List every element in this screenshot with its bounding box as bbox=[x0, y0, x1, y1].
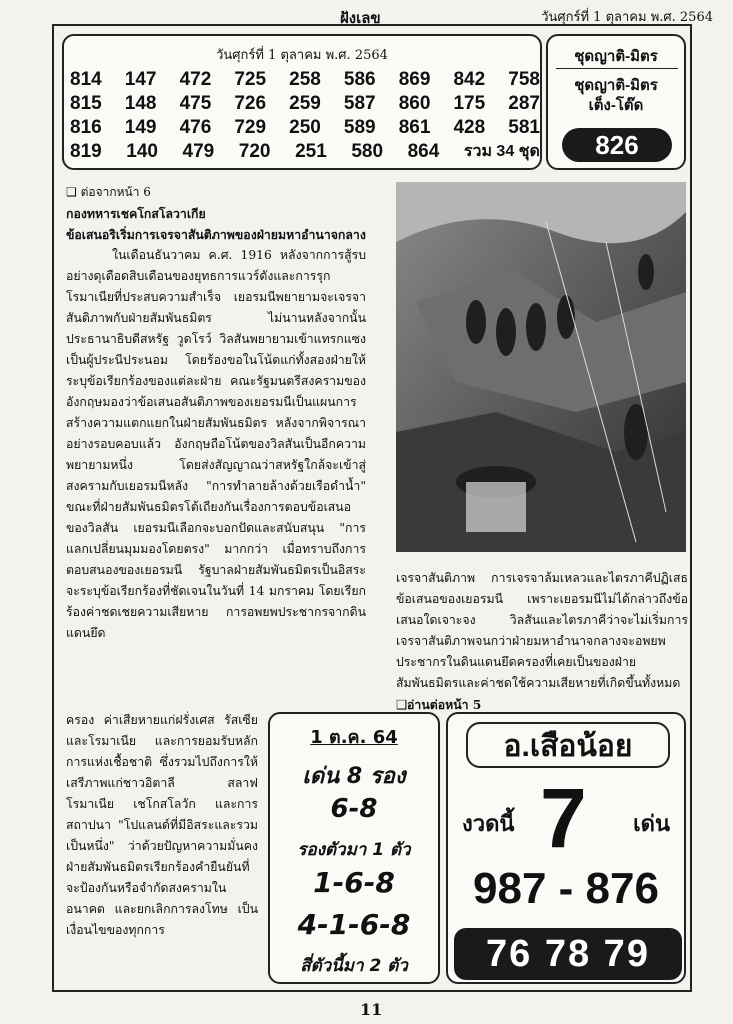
article-right-column bbox=[396, 568, 688, 716]
number-cell: 586 bbox=[343, 69, 376, 90]
number-cell: 475 bbox=[179, 93, 212, 114]
number-cell: 758 bbox=[508, 69, 540, 90]
author-name: อ.เสือน้อย bbox=[466, 722, 670, 768]
number-cell: 476 bbox=[179, 117, 212, 138]
lucky-line1: เด่น 8 รอง bbox=[302, 764, 406, 789]
number-cell: 819 bbox=[70, 141, 102, 162]
soldiers-climbing-image bbox=[396, 182, 686, 552]
war-photo bbox=[396, 182, 686, 552]
lucky-line5: 4-1-6-8 bbox=[297, 908, 411, 941]
numbers-row bbox=[70, 68, 540, 92]
number-pair: 987 - 876 bbox=[473, 864, 659, 913]
number-cell: 428 bbox=[453, 117, 486, 138]
number-cell: 581 bbox=[508, 117, 540, 138]
checkbox-icon: ❑ bbox=[396, 698, 408, 712]
number-cell: 815 bbox=[70, 93, 102, 114]
number-cell: 726 bbox=[234, 93, 267, 114]
page-number: 11 bbox=[360, 1000, 383, 1019]
number-cell: 258 bbox=[289, 69, 321, 90]
number-cell: 472 bbox=[179, 69, 212, 90]
numbers-row bbox=[70, 92, 540, 116]
lucky-line3: รองตัวมา 1 ตัว bbox=[297, 840, 411, 860]
number-cell: 861 bbox=[398, 117, 431, 138]
number-cell: 860 bbox=[398, 93, 431, 114]
headline-1: กองทหารเชคโกสโลวาเกีย bbox=[66, 206, 206, 221]
digit-row bbox=[448, 771, 684, 866]
number-cell: 149 bbox=[124, 117, 157, 138]
side-number-pill: 826 bbox=[562, 128, 672, 162]
numbers-grid bbox=[70, 68, 540, 164]
number-cell: 725 bbox=[234, 69, 267, 90]
numbers-row bbox=[70, 140, 540, 164]
continued-text: ต่อจากหน้า 6 bbox=[80, 185, 151, 199]
number-cell: 147 bbox=[124, 69, 157, 90]
numbers-date: วันศุกร์ที่ 1 ตุลาคม พ.ศ. 2564 bbox=[216, 48, 388, 63]
continued-label bbox=[66, 182, 366, 203]
side-sub2: เต็ง-โต๊ด bbox=[588, 97, 644, 114]
numbers-row bbox=[70, 116, 540, 140]
number-cell: 148 bbox=[124, 93, 157, 114]
side-subtitle bbox=[548, 76, 684, 116]
headline-2: ข้อเสนอริเริ่มการเจรจาสันติภาพของฝ่ายมหาอำนาจกลาง bbox=[66, 227, 366, 242]
number-cell: 250 bbox=[289, 117, 321, 138]
side-sub1: ชุดญาติ-มิตร bbox=[574, 77, 658, 94]
lucky-line4: 1-6-8 bbox=[313, 866, 395, 899]
header-name: ฝังเลข bbox=[340, 9, 381, 27]
number-cell: 720 bbox=[238, 141, 271, 162]
divider bbox=[556, 68, 678, 69]
number-cell: 814 bbox=[70, 69, 102, 90]
prediction-box bbox=[446, 712, 686, 984]
number-cell: 729 bbox=[234, 117, 267, 138]
number-cell: 140 bbox=[126, 141, 158, 162]
right-label: เด่น bbox=[633, 811, 670, 836]
lucky-line2: 6-8 bbox=[330, 794, 378, 824]
number-cell: 287 bbox=[508, 93, 540, 114]
number-cell: 589 bbox=[343, 117, 376, 138]
number-cell: 175 bbox=[453, 93, 486, 114]
number-cell: 580 bbox=[351, 141, 384, 162]
article-body: ในเดือนธันวาคม ค.ศ. 1916 หลังจากการสู้รบอย่างดุเดือดสิบเดือนของยุทธการแวร์ดังและการรุกโรมาเนียที่ประสบความสำเร็จ เยอรมนีพยายามจะเจรจาสันติภาพกับฝ่ายสัมพันธมิตร ไม่นานหลังจากนั้น ประธานาธิบดีสหรัฐ วูดโรว์ วิลสันพยายามเข้าแทรกแซงเป็นผู้ประนีประนอม โดยร้องขอในโน้ตแก่ทั้งสองฝ่ายให้ระบุข้อเรียกร้องของแต่ละฝ่าย คณะรัฐมนตรีสงครามของอังกฤษมองว่าข้อเสนอสันติภาพของเยอรมนีเป็นแผนการสร้างความแตกแยกในฝ่ายสัมพันธมิตร หลังจากพิจารณาอย่างรอบคอบแล้ว อังกฤษถือโน้ตของวิลสันเป็นอีกความพยายามหนึ่ง โดยส่งสัญญาณว่าสหรัฐใกล้จะเข้าสู่สงครามกับเยอรมนีหลัง "การทำลายล้างด้วยเรือดำน้ำ" ขณะที่ฝ่ายสัมพันธมิตรโต้เถียงกันเรื่องการตอบข้อเสนอของวิลสัน เยอรมนีเลือกจะบอกปัดและสนับสนุน "การแลกเปลี่ยนมุมมองโดยตรง" มากกว่า เมื่อทราบถึงการตอบสนองของเยอรมนี รัฐบาลฝ่ายสัมพันธมิตรเป็นอิสระจะระบุข้อเรียกร้องที่ชัดเจนในวันที่ 14 มกราคม โดยเรียกร้องค่าชดเชยความเสียหาย การอพยพประชากรจากดินแดนยึด bbox=[66, 248, 366, 640]
number-cell: 816 bbox=[70, 117, 102, 138]
lucky-date: 1 ต.ค. 64 bbox=[310, 727, 398, 748]
article-lower-left: ครอง ค่าเสียหายแก่ฝรั่งเศส รัสเซีย และโรมาเนีย และการยอมรับหลักการแห่งเชื้อชาติ ซึ่งรวมไปถึงการให้เสรีภาพแก่ชาวอิตาลี สลาฟ โรมาเนีย เชโกสโลวัก และการสถาปนา "โปแลนด์ที่มีอิสระและรวมเป็นหนึ่ง" ว่าด้วยปัญหาความมั่นคง ฝ่ายสัมพันธมิตรเรียกร้องคำยืนยันที่จะป้องกันหรือจำกัดสงครามในอนาคต และยกเลิกการลงโทษ เป็นเงื่อนไขของทุกการ bbox=[66, 713, 258, 937]
lucky-line6: สี่ตัวนี้มา 2 ตัว bbox=[300, 956, 408, 976]
header-date: วันศุกร์ที่ 1 ตุลาคม พ.ศ. 2564 bbox=[541, 10, 713, 25]
side-title: ชุดญาติ-มิตร bbox=[574, 48, 658, 65]
read-more-link[interactable]: อ่านต่อหน้า 5 bbox=[407, 697, 482, 712]
number-cell: 842 bbox=[453, 69, 486, 90]
side-box bbox=[546, 34, 686, 170]
number-bar: 76 78 79 bbox=[454, 928, 682, 980]
number-cell: 864 bbox=[407, 141, 440, 162]
checkbox-icon: ❑ bbox=[66, 185, 77, 199]
lucky-numbers-box bbox=[268, 712, 440, 984]
lucky-digit: 7 bbox=[540, 771, 587, 865]
left-label: งวดนี้ bbox=[462, 811, 515, 836]
number-cell: 869 bbox=[398, 69, 431, 90]
number-cell: 587 bbox=[343, 93, 376, 114]
number-total: รวม 34 ชุด bbox=[463, 143, 540, 160]
number-cell: 479 bbox=[182, 141, 215, 162]
article bbox=[66, 182, 366, 644]
right-column-text: เจรจาสันติภาพ การเจรจาล้มเหลวและไตรภาคีปฏิเสธข้อเสนอของเยอรมนี เพราะเยอรมนีไม่ได้กล่าวถึงข้อเสนอใดเจาะจง วิลสันและไตรภาคีว่าจะไม่เริ่มการเจรจาสันติภาพจนกว่าฝ่ายมหาอำนาจกลางจะอพยพประชากรในดินแดนยึดครองที่เคยเป็นของฝ่ายสัมพันธมิตรและค่าชดใช้ความเสียหายที่เกิดขึ้นทั้งหมด bbox=[396, 571, 688, 690]
number-cell: 259 bbox=[289, 93, 321, 114]
number-cell: 251 bbox=[295, 141, 327, 162]
